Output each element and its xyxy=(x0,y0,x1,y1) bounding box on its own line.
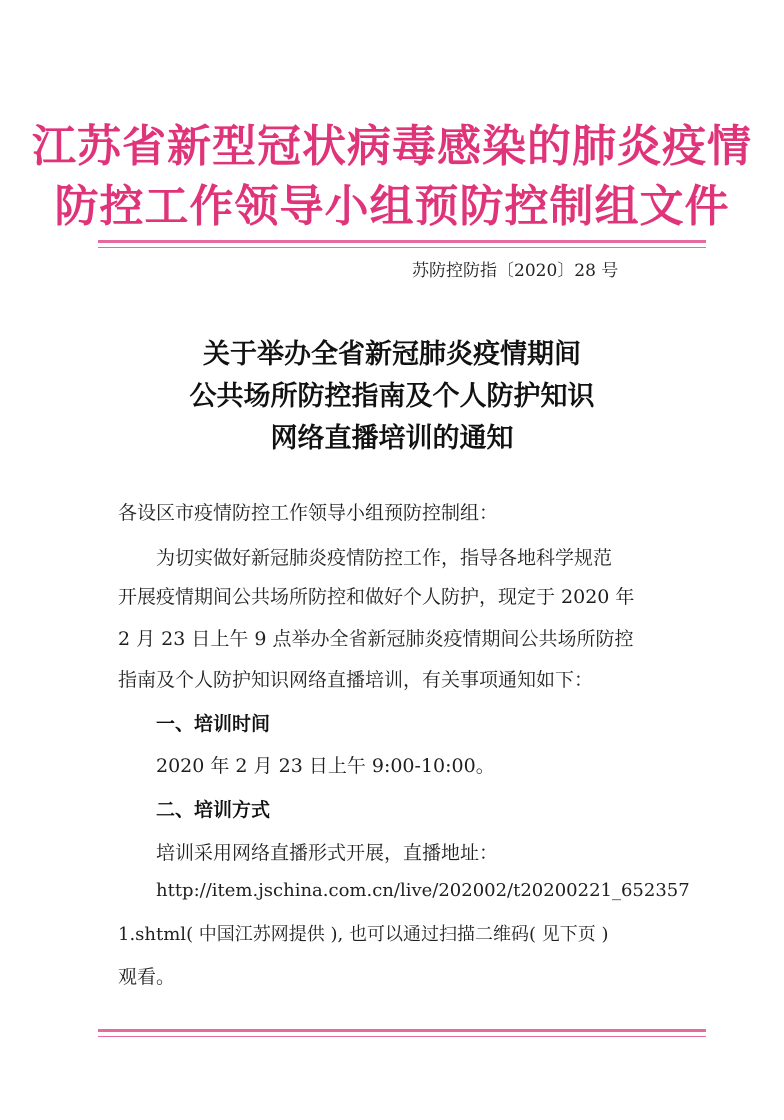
document-header-line-2: 防控工作领导小组预防控制组文件 xyxy=(54,181,730,232)
header-divider-thick xyxy=(98,240,706,243)
intro-paragraph-line: 开展疫情期间公共场所防控和做好个人防护，现定于 2020 年 xyxy=(118,586,635,608)
livestream-url-line: http://item.jschina.com.cn/live/202002/t20200221_652357 xyxy=(156,880,690,901)
footer-divider-thick xyxy=(98,1029,706,1032)
notice-title-line-1: 关于举办全省新冠肺炎疫情期间 xyxy=(203,339,581,370)
training-method-line: 培训采用网络直播形式开展，直播地址： xyxy=(156,842,499,864)
livestream-url-continuation: 1.shtml( 中国江苏网提供 ), 也可以通过扫描二维码( 见下页 ) xyxy=(118,924,609,945)
intro-paragraph-line: 指南及个人防护知识网络直播培训，有关事项通知如下： xyxy=(118,669,594,691)
header-divider-thin xyxy=(98,247,706,248)
salutation: 各设区市疫情防控工作领导小组预防控制组： xyxy=(118,502,499,524)
document-header-line-1: 江苏省新型冠状病毒感染的肺炎疫情 xyxy=(32,121,752,172)
intro-paragraph-line: 为切实做好新冠肺炎疫情防控工作，指导各地科学规范 xyxy=(156,547,613,569)
training-time-text: 2020 年 2 月 23 日上午 9:00-10:00。 xyxy=(156,755,495,777)
notice-title-line-3: 网络直播培训的通知 xyxy=(270,423,514,454)
notice-title-line-2: 公共场所防控指南及个人防护知识 xyxy=(189,381,595,412)
document-number: 苏防控防指〔2020〕28 号 xyxy=(412,261,619,281)
section-heading-training-method: 二、培训方式 xyxy=(156,799,271,821)
intro-paragraph-line: 2 月 23 日上午 9 点举办全省新冠肺炎疫情期间公共场所防控 xyxy=(118,628,634,650)
footer-divider-thin xyxy=(98,1036,706,1037)
section-heading-training-time: 一、培训时间 xyxy=(156,713,271,735)
training-method-line: 观看。 xyxy=(118,966,176,988)
